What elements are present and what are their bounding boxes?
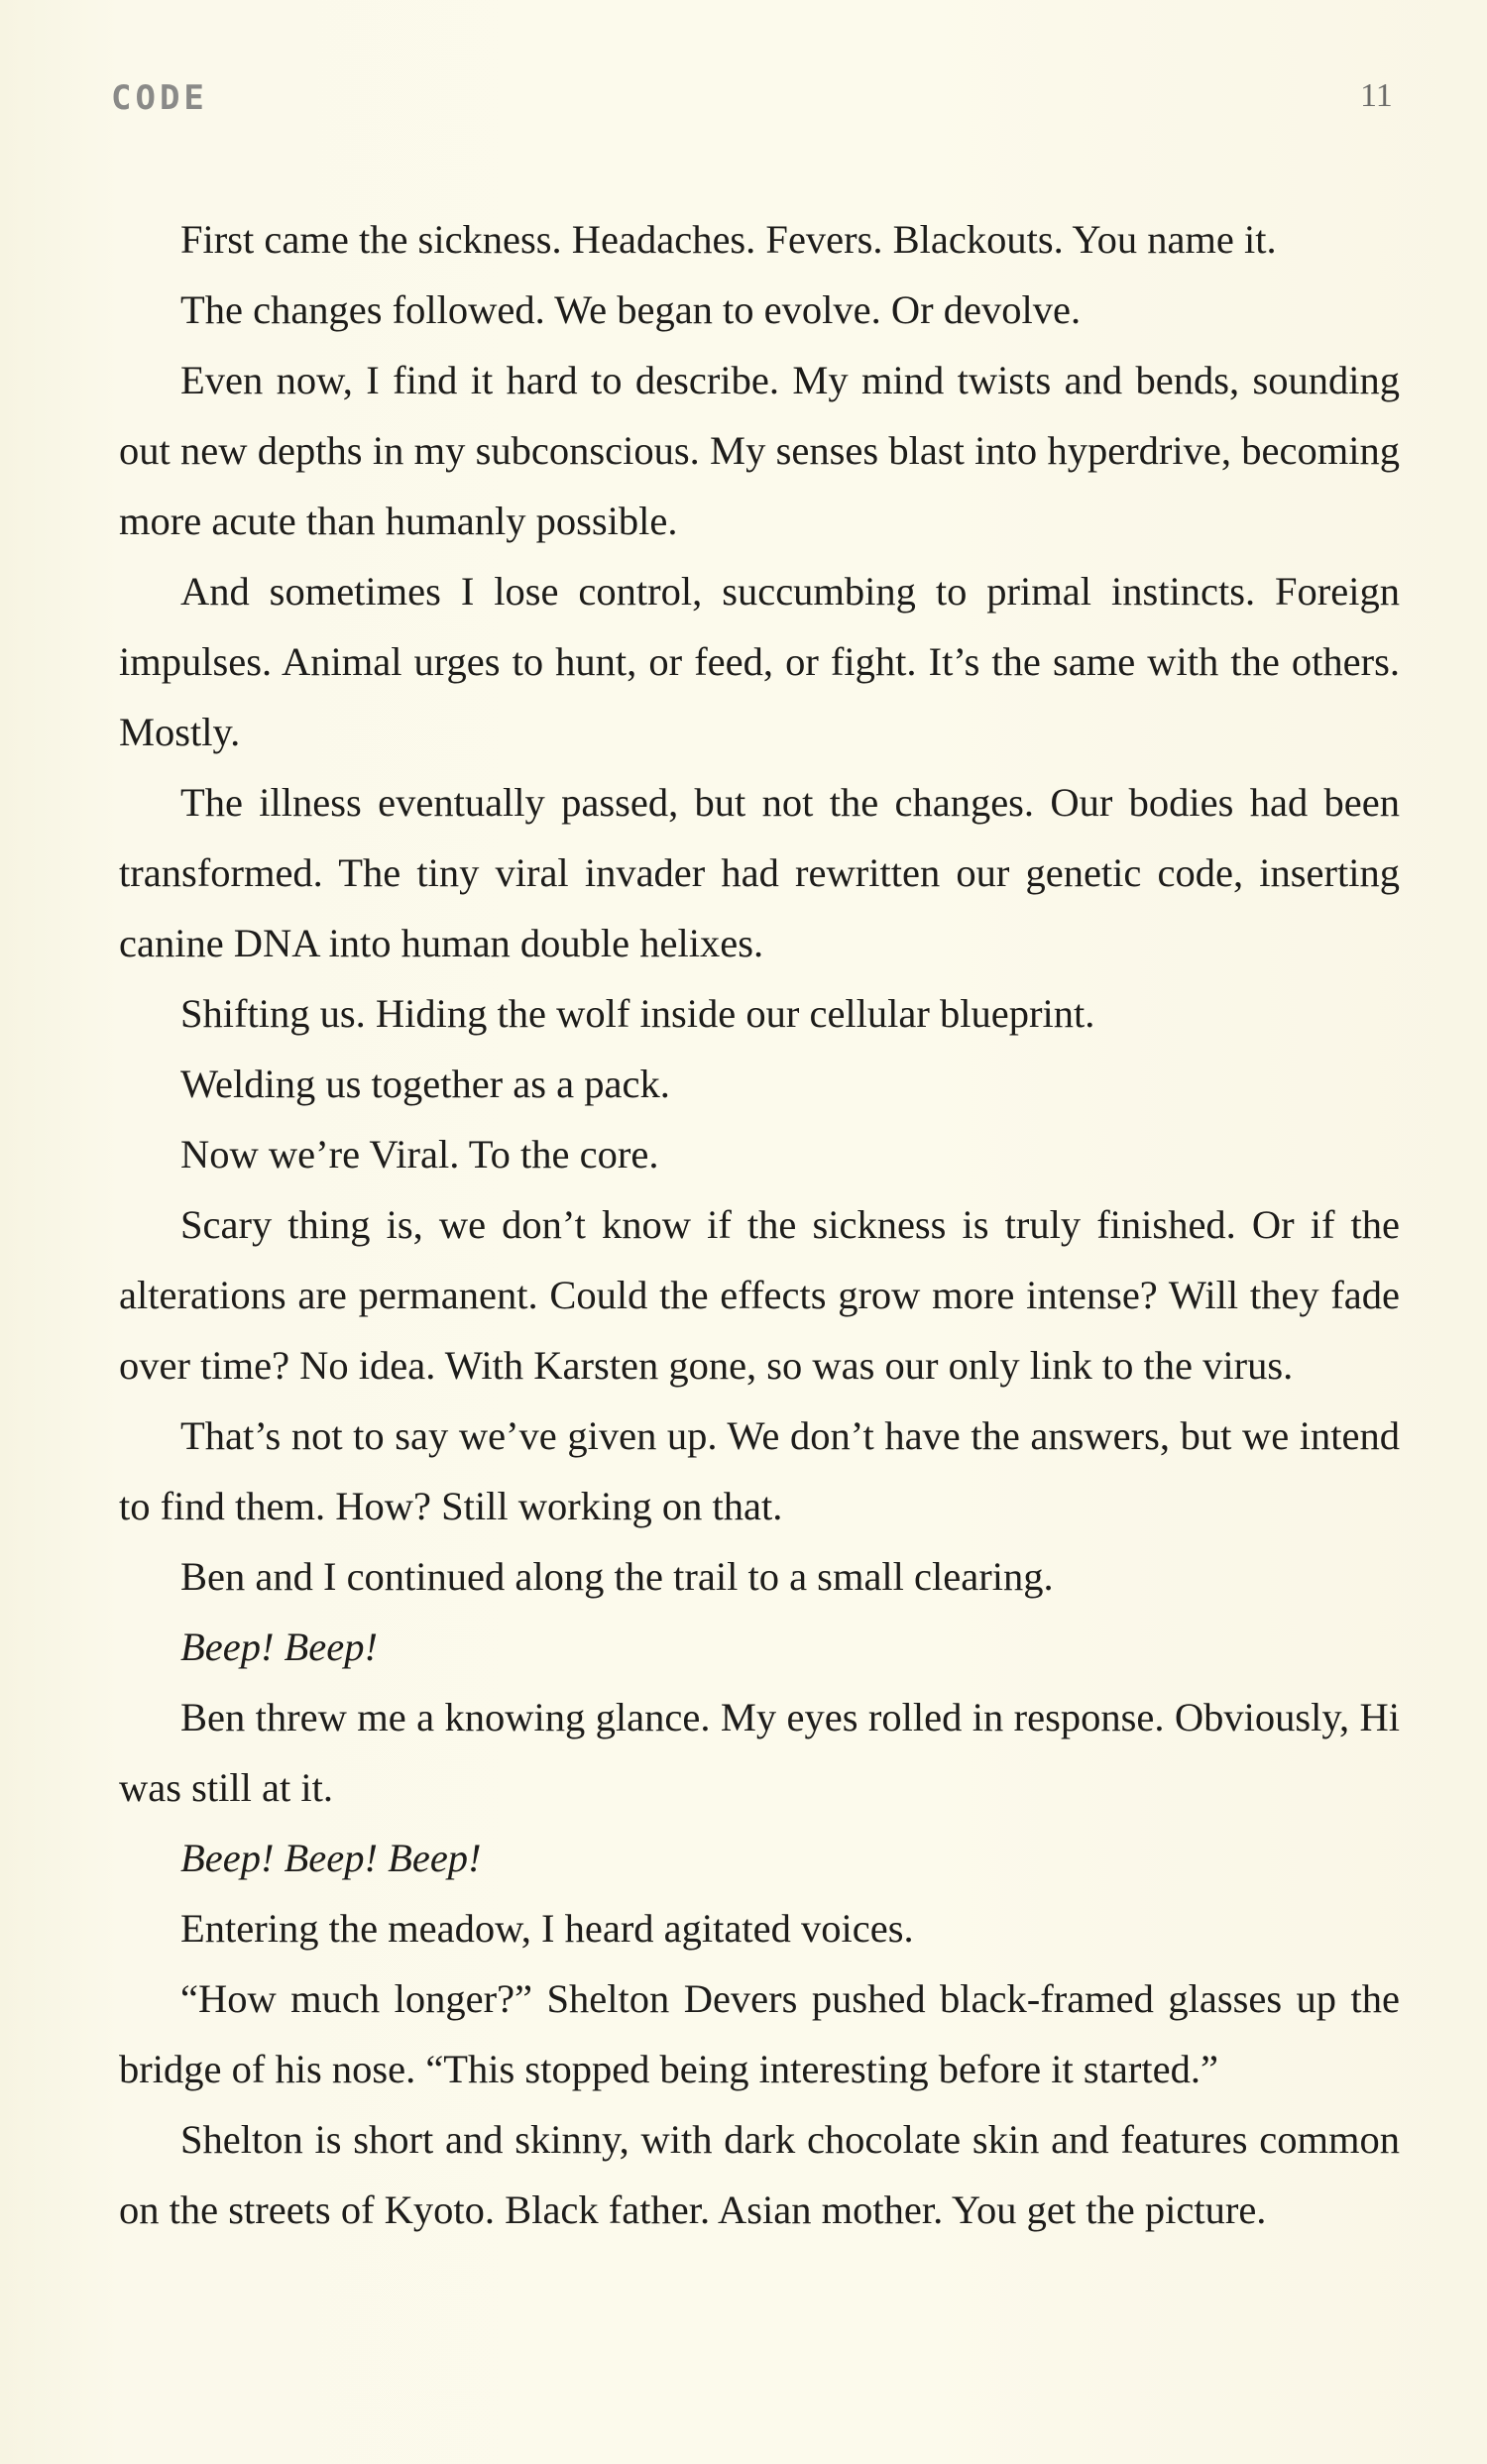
paragraph: “How much longer?” Shelton Devers pushed black-framed glasses up the bridge of his nose. “This stopped being interesting before it started.” bbox=[119, 1976, 1400, 2091]
paragraph: Shifting us. Hiding the wolf inside our cellular blueprint. bbox=[180, 991, 1095, 1036]
running-head: CODE bbox=[111, 78, 208, 118]
paragraph: Now we’re Viral. To the core. bbox=[180, 1132, 659, 1176]
paragraph: Ben threw me a knowing glance. My eyes rolled in response. Obviously, Hi was still at it. bbox=[119, 1695, 1400, 1810]
paragraph: Even now, I find it hard to describe. My mind twists and bends, sounding out new depths in my subconscious. My senses blast into hyperdrive, becoming more acute than humanly possible. bbox=[119, 358, 1400, 543]
paragraph: Entering the meadow, I heard agitated voices. bbox=[180, 1906, 914, 1951]
paragraph: Welding us together as a pack. bbox=[180, 1062, 670, 1106]
body-text bbox=[119, 204, 1400, 2245]
paragraph: The illness eventually passed, but not the changes. Our bodies had been transformed. The tiny viral invader had rewritten our genetic code, inserting canine DNA into human double helixes. bbox=[119, 780, 1400, 965]
paragraph: Scary thing is, we don’t know if the sickness is truly finished. Or if the alterations are permanent. Could the effects grow more intense? Will they fade over time? No idea. With Karsten gone, so was our only link to the virus. bbox=[119, 1202, 1400, 1388]
paragraph: Shelton is short and skinny, with dark chocolate skin and features common on the streets of Kyoto. Black father. Asian mother. You get the picture. bbox=[119, 2117, 1400, 2232]
paragraph: The changes followed. We began to evolve. Or devolve. bbox=[180, 287, 1082, 332]
paragraph: That’s not to say we’ve given up. We don’t have the answers, but we intend to find them. How? Still working on that. bbox=[119, 1413, 1400, 1528]
paragraph: First came the sickness. Headaches. Fevers. Blackouts. You name it. bbox=[180, 217, 1277, 262]
paragraph: And sometimes I lose control, succumbing to primal instincts. Foreign impulses. Animal urges to hunt, or feed, or fight. It’s the same with the others. Mostly. bbox=[119, 569, 1400, 754]
page-number: 11 bbox=[1360, 77, 1393, 114]
sound-effect-paragraph: Beep! Beep! Beep! bbox=[180, 1836, 482, 1880]
sound-effect-paragraph: Beep! Beep! bbox=[180, 1624, 378, 1669]
paragraph: Ben and I continued along the trail to a small clearing. bbox=[180, 1554, 1054, 1599]
